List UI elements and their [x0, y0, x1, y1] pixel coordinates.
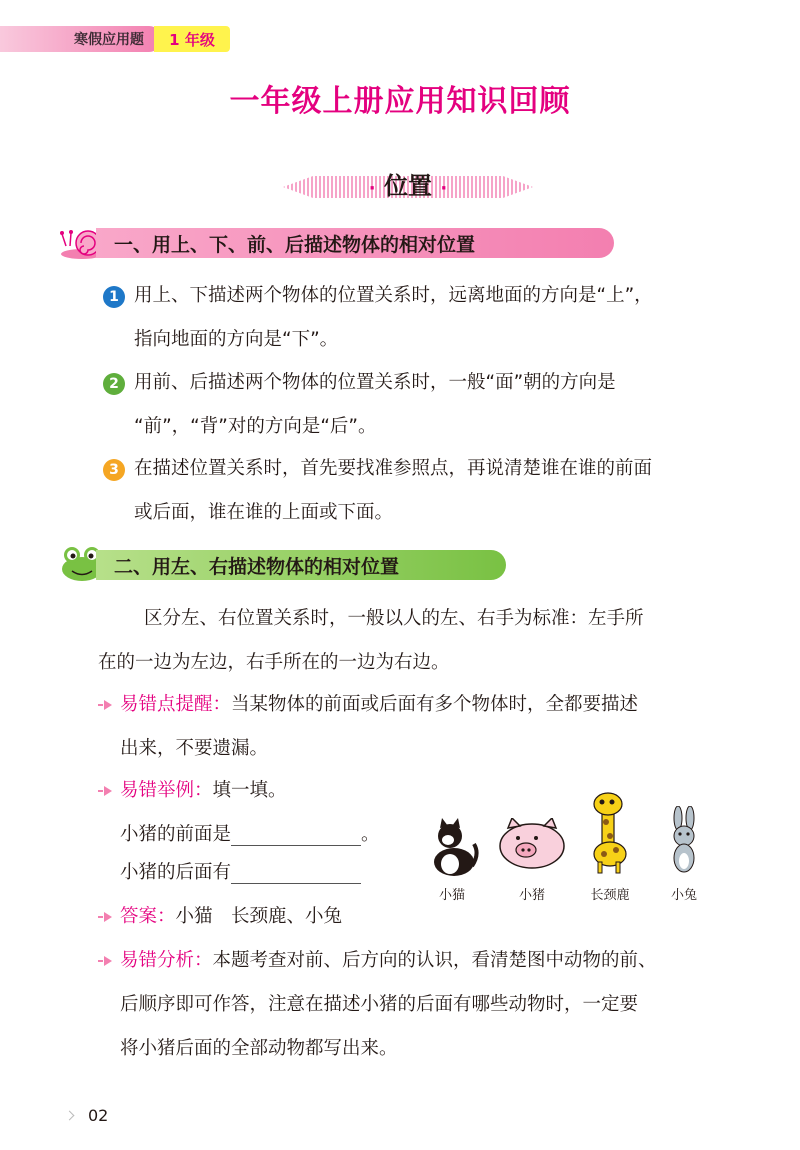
question-1: 小猪的前面是	[120, 824, 232, 845]
tip-line2: 出来，不要遗漏。	[120, 738, 269, 759]
answer-blank-1[interactable]	[231, 819, 361, 846]
analysis-line1: 本题考查对前、后方向的认识，看清楚图中动物的前、	[212, 950, 657, 971]
cat-icon	[428, 818, 480, 878]
rabbit-icon	[664, 806, 704, 876]
subheading-2-title: 二、用左、右描述物体的相对位置	[96, 550, 506, 580]
animal-label-pig: 小猪	[518, 888, 545, 903]
section-banner: · 位置 ·	[283, 168, 533, 204]
answer-blank-2[interactable]	[231, 857, 361, 884]
pig-icon	[496, 818, 568, 872]
example-label: 易错举例：	[120, 780, 213, 801]
page-arrow-icon	[65, 1111, 75, 1121]
example-text: 填一填。	[212, 780, 287, 801]
tip-arrow-icon	[104, 700, 112, 710]
tip-line1: 当某物体的前面或后面有多个物体时，全都要描述	[231, 694, 639, 715]
grade-label: 1 年级	[154, 26, 230, 52]
item-2-line2: “前”，“背”对的方向是“后”。	[134, 416, 377, 437]
question-2: 小猪的后面有	[120, 862, 232, 883]
item-1-line2: 指向地面的方向是“下”。	[134, 329, 339, 350]
header-tab	[0, 26, 230, 52]
analysis-label: 易错分析：	[120, 950, 213, 971]
animal-label-rabbit: 小兔	[670, 888, 697, 903]
tip-label: 易错点提醒：	[120, 694, 232, 715]
question-1-end: 。	[361, 824, 380, 845]
page-title: 一年级上册应用知识回顾	[229, 84, 571, 119]
paragraph-line1: 区分左、右位置关系时，一般以人的左、右手为标准：左手所	[144, 608, 644, 629]
page-number: 02	[88, 1106, 109, 1125]
answer-text: 小猫 长颈鹿、小兔	[175, 906, 343, 927]
item-3-number: 3	[103, 459, 125, 481]
item-2-line1: 用前、后描述两个物体的位置关系时，一般“面”朝的方向是	[134, 372, 616, 393]
item-3-line1: 在描述位置关系时，首先要找准参照点，再说清楚谁在谁的前面	[134, 458, 653, 479]
item-1-number: 1	[103, 286, 125, 308]
subheading-1-title: 一、用上、下、前、后描述物体的相对位置	[96, 228, 614, 258]
item-2-number: 2	[103, 373, 125, 395]
item-3-line2: 或后面，谁在谁的上面或下面。	[134, 502, 394, 523]
analysis-arrow-icon	[104, 956, 112, 966]
book-title: 寒假应用题	[0, 26, 162, 52]
animal-label-cat: 小猫	[438, 888, 465, 903]
animal-label-giraffe: 长颈鹿	[590, 888, 630, 903]
paragraph-line2: 在的一边为左边，右手所在的一边为右边。	[98, 652, 450, 673]
giraffe-icon	[588, 790, 632, 874]
section-title: 位置	[384, 172, 432, 200]
analysis-line3: 将小猪后面的全部动物都写出来。	[120, 1038, 398, 1059]
example-arrow-icon	[104, 786, 112, 796]
item-1-line1: 用上、下描述两个物体的位置关系时，远离地面的方向是“上”，	[134, 285, 653, 306]
answer-label: 答案：	[120, 906, 176, 927]
analysis-line2: 后顺序即可作答，注意在描述小猪的后面有哪些动物时，一定要	[120, 994, 639, 1015]
answer-arrow-icon	[104, 912, 112, 922]
